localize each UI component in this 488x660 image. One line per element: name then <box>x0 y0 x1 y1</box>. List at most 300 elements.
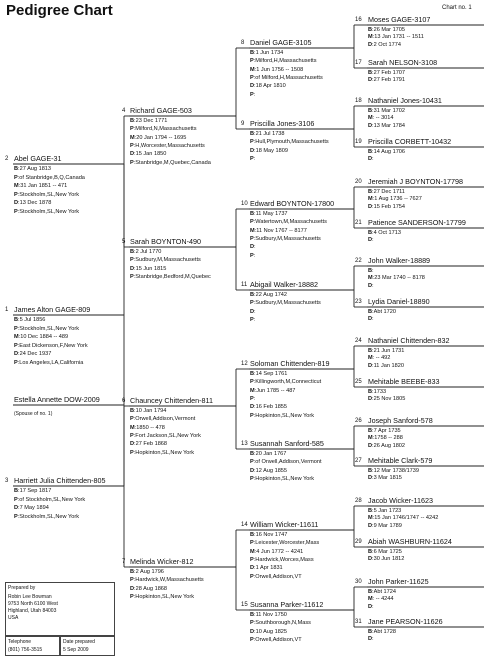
person-12-fact <box>250 372 287 378</box>
fact-value: -- 492 <box>374 355 391 362</box>
person-27-fact <box>368 469 419 475</box>
fact-key: P <box>250 475 254 482</box>
person-20-fact <box>368 190 405 196</box>
fact-key: D <box>130 585 135 592</box>
person-3-fact <box>14 489 51 495</box>
person-5-fact <box>130 267 166 273</box>
person-21-fact <box>368 231 401 237</box>
person-number-10: 10 <box>241 201 248 207</box>
fact-colon: : <box>253 219 256 226</box>
fact-colon: : <box>18 505 20 512</box>
fact-colon: : <box>372 70 374 76</box>
person-24-fact <box>368 364 404 370</box>
fact-key: B <box>14 166 19 172</box>
person-3-fact <box>14 498 85 504</box>
person-name-5: Sarah BOYNTON-490 <box>130 237 201 246</box>
person-number-5: 5 <box>122 239 126 245</box>
fact-colon: : <box>134 118 136 124</box>
fact-colon: : <box>254 628 256 635</box>
fact-key: M <box>14 334 19 341</box>
person-12-fact <box>250 405 287 411</box>
fact-value: 26 Aug 1802 <box>373 442 406 449</box>
fact-colon: : <box>372 428 374 434</box>
person-number-2: 2 <box>5 156 9 162</box>
person-number-31: 31 <box>355 619 362 625</box>
fact-key: B <box>130 569 135 575</box>
fact-key: P <box>130 126 134 133</box>
fact-key: D <box>368 156 373 163</box>
fact-colon: : <box>253 556 256 563</box>
fact-value: 23 Dec 1771 <box>135 118 168 124</box>
person-30-fact <box>368 590 396 596</box>
fact-key: B <box>368 508 373 514</box>
fact-colon: : <box>254 227 257 234</box>
fact-value: 31 Mar 1702 <box>373 108 406 114</box>
fact-value: of Orwell,Addison,Vermont <box>255 459 322 466</box>
fact-key: D <box>368 522 373 529</box>
person-29-fact <box>368 550 402 556</box>
person-6-fact <box>130 417 195 423</box>
person-name-3: Harriett Julia Chittenden-805 <box>14 476 106 485</box>
fact-value: 7 May 1894 <box>19 505 49 512</box>
fact-colon: : <box>254 387 257 394</box>
fact-value: Los Angeles,LA,California <box>19 360 84 366</box>
fact-key: B <box>250 371 255 377</box>
person-number-4: 4 <box>122 108 126 114</box>
person-4-fact <box>130 136 186 142</box>
fact-key: P <box>130 257 134 264</box>
fact-value: 25 Nov 1805 <box>373 396 406 403</box>
fact-value: Stockholm,SL,New York <box>19 513 79 520</box>
fact-colon: : <box>372 603 374 610</box>
fact-key: P <box>250 252 254 259</box>
fact-key: B <box>368 309 373 315</box>
fact-value: 10 Jan 1794 <box>135 408 167 414</box>
fact-key: M <box>250 387 255 394</box>
fact-value: 12 Mar 1738/1739 <box>373 468 420 474</box>
fact-key: D <box>14 200 19 207</box>
fact-key: P <box>14 174 18 181</box>
telephone-label: Telephone <box>8 639 32 645</box>
fact-colon: : <box>133 432 136 439</box>
fact-colon: : <box>254 404 256 411</box>
fact-key: B <box>130 408 135 414</box>
person-1-fact <box>14 318 45 324</box>
person-number-8: 8 <box>241 40 245 46</box>
fact-value: Stockholm,SL,New York <box>19 209 79 215</box>
fact-value: 7 Apr 1735 <box>373 428 401 434</box>
person-16-fact <box>368 35 424 41</box>
fact-key: B <box>368 230 373 236</box>
person-number-18: 18 <box>355 98 362 104</box>
person-name-25: Mehitable BEEBE-833 <box>368 377 440 386</box>
person-9-fact <box>250 149 288 155</box>
fact-key: M <box>368 196 373 203</box>
fact-colon: : <box>254 371 256 377</box>
fact-colon: : <box>254 83 256 90</box>
fact-value: Hopkinton,SL,New York <box>135 593 195 600</box>
fact-colon: : <box>254 244 256 251</box>
person-1-fact <box>14 335 68 341</box>
person-number-11: 11 <box>241 282 248 288</box>
fact-value: 11 Nov 1750 <box>255 612 287 618</box>
fact-key: M <box>368 275 373 282</box>
person-number-27: 27 <box>355 458 362 464</box>
fact-value: 30 Jun 1812 <box>373 556 405 563</box>
fact-key: B <box>250 612 255 618</box>
fact-key: B <box>368 149 373 155</box>
person-7-fact <box>130 570 164 576</box>
fact-value: 2 Aug 1796 <box>135 569 164 575</box>
fact-colon: : <box>253 412 256 419</box>
person-1-fact <box>14 327 79 333</box>
person-4-fact <box>130 127 197 133</box>
fact-value: 1733 <box>373 389 387 395</box>
fact-key: P <box>130 273 134 280</box>
person-number-26: 26 <box>355 418 362 424</box>
person-26-fact <box>368 444 405 450</box>
person-number-20: 20 <box>355 179 362 185</box>
fact-colon: : <box>134 249 136 255</box>
fact-colon: : <box>372 316 374 323</box>
fact-colon: : <box>18 166 20 172</box>
fact-key: B <box>368 189 373 195</box>
fact-value: Killingworth,M,Connecticut <box>255 379 322 386</box>
fact-colon: : <box>134 569 136 575</box>
person-20-fact <box>368 205 405 211</box>
fact-key: M <box>130 424 135 431</box>
person-name-7: Melinda Wicker-812 <box>130 557 194 566</box>
fact-colon: : <box>253 300 256 307</box>
person-26-fact <box>368 429 401 435</box>
fact-colon: : <box>372 189 374 195</box>
fact-value: 10 Aug 1825 <box>255 628 288 635</box>
fact-key: B <box>14 317 19 323</box>
spouse-note: (Spouse of no. 1) <box>14 411 53 417</box>
fact-colon: : <box>133 159 136 166</box>
fact-colon: : <box>253 379 256 386</box>
fact-key: P <box>250 556 254 563</box>
person-17-fact <box>368 78 405 84</box>
fact-value: Sudbury,M,Massachusetts <box>135 257 201 264</box>
person-number-6: 6 <box>122 398 126 404</box>
person-number-3: 3 <box>5 478 9 484</box>
fact-key: B <box>368 389 373 395</box>
person-14-fact <box>250 558 314 564</box>
fact-colon: : <box>372 515 375 522</box>
fact-value: Sudbury,M,Massachusetts <box>255 235 321 242</box>
fact-value: Hopkinton,SL,New York <box>255 412 315 419</box>
fact-key: M <box>368 596 373 603</box>
fact-key: B <box>368 549 373 555</box>
fact-value: Milford,H,Massachusetts <box>255 58 317 65</box>
person-19-fact <box>368 150 405 156</box>
fact-key: D <box>250 308 255 315</box>
fact-value: 16 Feb 1855 <box>255 404 288 411</box>
person-13-fact <box>250 477 314 483</box>
fact-key: B <box>250 211 255 217</box>
person-7-fact <box>130 587 167 593</box>
fact-value: Fort Jackson,SL,New York <box>135 432 201 439</box>
person-5-fact <box>130 275 211 281</box>
person-8-fact <box>250 76 323 82</box>
person-number-25: 25 <box>355 379 362 385</box>
fact-colon: : <box>372 156 374 163</box>
preparer-city: Highland, Utah 84003 <box>8 608 57 614</box>
person-name-30: John Parker-11625 <box>368 577 429 586</box>
fact-value: 6 Mar 1725 <box>373 549 402 555</box>
fact-value: 27 Feb 1707 <box>373 70 406 76</box>
fact-key: B <box>368 589 373 595</box>
fact-key: D <box>368 556 373 563</box>
person-number-15: 15 <box>241 602 248 608</box>
fact-value: 20 Jan 1767 <box>255 451 287 457</box>
fact-colon: : <box>17 496 20 503</box>
person-6-fact <box>130 442 167 448</box>
person-2-fact <box>14 176 85 182</box>
fact-key: D <box>250 404 255 411</box>
fact-value: 14 Aug 1706 <box>373 149 406 155</box>
fact-colon: : <box>253 155 256 162</box>
person-11-fact <box>250 310 256 316</box>
fact-value: 15 Jun 1815 <box>135 265 167 272</box>
fact-colon: : <box>372 237 374 244</box>
fact-colon: : <box>254 612 256 618</box>
fact-colon: : <box>372 549 374 555</box>
person-8-fact <box>250 68 303 74</box>
person-number-12: 12 <box>241 361 248 367</box>
fact-colon: : <box>253 252 256 259</box>
fact-key: B <box>368 108 373 114</box>
person-13-fact <box>250 469 287 475</box>
fact-colon: : <box>253 573 256 580</box>
person-29-fact <box>368 557 404 563</box>
person-9-fact <box>250 157 255 163</box>
fact-value: 27 Feb 1868 <box>135 441 168 448</box>
fact-value: 11 Jan 1820 <box>373 362 404 369</box>
fact-colon: : <box>253 636 256 643</box>
person-2-fact <box>14 210 79 216</box>
person-name-22: John Walker-18889 <box>368 256 431 265</box>
fact-colon: : <box>254 548 257 555</box>
fact-colon: : <box>254 131 256 137</box>
fact-key: P <box>130 577 134 584</box>
person-14-fact <box>250 575 302 581</box>
person-26-fact <box>368 436 403 442</box>
fact-key: B <box>368 27 373 33</box>
fact-value: Orwell,Addison,VT <box>255 573 302 580</box>
fact-colon: : <box>254 147 256 154</box>
person-12-fact <box>250 389 295 395</box>
fact-value: of Milford,H,Massachusetts <box>255 74 323 81</box>
person-2-fact <box>14 167 51 173</box>
person-31-fact <box>368 637 374 643</box>
fact-colon: : <box>372 77 374 84</box>
person-name-spouse: Estella Annette DOW-2009 <box>14 395 100 404</box>
fact-value: Milford,N,Massachusetts <box>135 126 197 133</box>
person-name-10: Edward BOYNTON-17800 <box>250 199 335 208</box>
person-17-fact <box>368 71 405 77</box>
fact-value: Hardwick,Worces,Mass <box>255 556 314 563</box>
fact-colon: : <box>372 589 374 595</box>
person-name-17: Sarah NELSON-3108 <box>368 58 438 67</box>
fact-value: East Dickenson,F,New York <box>19 342 88 349</box>
person-16-fact <box>368 28 405 34</box>
fact-colon: : <box>372 522 374 529</box>
fact-value: Leicester,Worcester,Mass <box>255 540 320 547</box>
fact-value: -- 3014 <box>374 115 394 122</box>
fact-value: 16 Nov 1747 <box>255 532 288 538</box>
fact-value: 27 Aug 1813 <box>19 166 52 172</box>
fact-value: Orwell,Addison,Vermont <box>135 416 196 423</box>
fact-colon: : <box>372 362 374 369</box>
person-name-6: Chauncey Chittenden-811 <box>130 396 213 405</box>
fact-key: B <box>368 428 373 434</box>
fact-colon: : <box>254 451 256 457</box>
person-number-17: 17 <box>355 60 362 66</box>
fact-colon: : <box>372 203 374 210</box>
person-2-fact <box>14 184 67 190</box>
prepared-by-label: Prepared by <box>8 585 36 591</box>
fact-key: B <box>368 629 373 635</box>
person-15-fact <box>250 630 287 636</box>
fact-value: 12 Aug 1855 <box>255 467 288 474</box>
fact-value: Stockholm,SL,New York <box>19 191 79 198</box>
fact-key: D <box>14 351 19 358</box>
person-25-fact <box>368 390 386 396</box>
fact-colon: : <box>372 27 374 33</box>
fact-value: 21 Jul 1738 <box>255 131 285 137</box>
fact-colon: : <box>133 416 136 423</box>
fact-key: P <box>250 58 254 65</box>
fact-value: 27 Feb 1791 <box>373 77 406 84</box>
person-name-21: Patience SANDERSON-17799 <box>368 218 466 227</box>
fact-key: B <box>250 292 255 298</box>
fact-value: 1 Apr 1831 <box>255 565 283 572</box>
fact-key: D <box>368 475 373 482</box>
fact-key: D <box>368 316 373 323</box>
preparer-country: USA <box>8 615 19 621</box>
person-10-fact <box>250 229 307 235</box>
person-number-9: 9 <box>241 121 245 127</box>
fact-colon: : <box>372 115 375 122</box>
person-8-fact <box>250 93 255 99</box>
person-22-fact <box>368 269 374 275</box>
person-1-fact <box>14 344 88 350</box>
fact-value: 11 Nov 1767 -- 8177 <box>256 227 307 234</box>
fact-colon: : <box>133 577 136 584</box>
person-8-fact <box>250 84 286 90</box>
fact-colon: : <box>134 424 137 431</box>
fact-value: Hull,Plymouth,Massachusetts <box>255 139 329 146</box>
fact-colon: : <box>254 532 256 538</box>
person-name-31: Jane PEARSON-11626 <box>368 617 443 626</box>
fact-value: 28 Aug 1868 <box>135 585 168 592</box>
fact-colon: : <box>134 265 136 272</box>
fact-colon: : <box>133 273 136 280</box>
fact-colon: : <box>133 142 136 149</box>
person-name-14: William Wicker-11611 <box>250 520 319 529</box>
fact-key: B <box>250 451 255 457</box>
fact-key: P <box>130 593 134 600</box>
fact-value: 22 Aug 1742 <box>255 292 288 298</box>
person-10-fact <box>250 254 255 260</box>
fact-colon: : <box>18 351 20 358</box>
person-20-fact <box>368 197 422 203</box>
fact-key: P <box>130 142 134 149</box>
person-number-29: 29 <box>355 539 362 545</box>
fact-key: D <box>368 122 373 129</box>
fact-key: P <box>250 300 254 307</box>
person-5-fact <box>130 250 161 256</box>
person-24-fact <box>368 356 390 362</box>
person-18-fact <box>368 116 394 122</box>
fact-key: D <box>250 83 255 90</box>
fact-key: P <box>130 432 134 439</box>
fact-colon: : <box>372 636 374 643</box>
fact-value: 20 Jan 1794 -- 1695 <box>136 134 187 141</box>
person-8-fact <box>250 59 317 65</box>
fact-colon: : <box>253 58 256 65</box>
fact-key: D <box>368 603 373 610</box>
person-number-30: 30 <box>355 579 362 585</box>
fact-key: D <box>14 505 19 512</box>
fact-value: 10 Dec 1884 -- 489 <box>20 334 69 341</box>
person-number-14: 14 <box>241 522 248 528</box>
person-25-fact <box>368 397 405 403</box>
person-22-fact <box>368 284 374 290</box>
person-number-13: 13 <box>241 441 248 447</box>
fact-value: Sudbury,M,Massachusetts <box>255 300 321 307</box>
fact-value: Stanbridge,M,Quebec,Canada <box>135 159 211 166</box>
fact-colon: : <box>17 191 20 198</box>
fact-colon: : <box>372 508 374 514</box>
fact-colon: : <box>372 34 375 41</box>
person-1-fact <box>14 361 83 367</box>
fact-colon: : <box>254 565 256 572</box>
fact-value: 4 Oct 1713 <box>373 230 401 236</box>
fact-key: P <box>250 620 254 627</box>
person-2-fact <box>14 193 79 199</box>
fact-colon: : <box>18 488 20 494</box>
fact-key: D <box>368 636 373 643</box>
fact-value: Southborough,N,Mass <box>255 620 311 627</box>
fact-colon: : <box>372 149 374 155</box>
fact-value: 5 Jan 1723 <box>373 508 402 514</box>
fact-key: B <box>250 532 255 538</box>
person-number-21: 21 <box>355 220 362 226</box>
person-number-1: 1 <box>5 307 9 313</box>
person-name-28: Jacob Wicker-11623 <box>368 496 433 505</box>
fact-key: P <box>14 513 18 520</box>
person-4-fact <box>130 152 166 158</box>
person-10-fact <box>250 245 256 251</box>
page-title: Pedigree Chart <box>6 2 113 19</box>
fact-value: 2 Oct 1774 <box>373 41 401 48</box>
fact-colon: : <box>253 395 256 402</box>
person-28-fact <box>368 509 401 515</box>
fact-colon: : <box>17 174 20 181</box>
fact-value: Hopkinton,SL,New York <box>135 449 195 456</box>
fact-colon: : <box>372 596 375 603</box>
person-24-fact <box>368 349 404 355</box>
fact-value: 23 Mar 1740 -- 8178 <box>374 275 425 282</box>
person-4-fact <box>130 161 211 167</box>
fact-value: 13 Dec 1878 <box>19 200 52 207</box>
person-6-fact <box>130 409 166 415</box>
fact-key: M <box>130 134 135 141</box>
fact-key: P <box>250 139 254 146</box>
